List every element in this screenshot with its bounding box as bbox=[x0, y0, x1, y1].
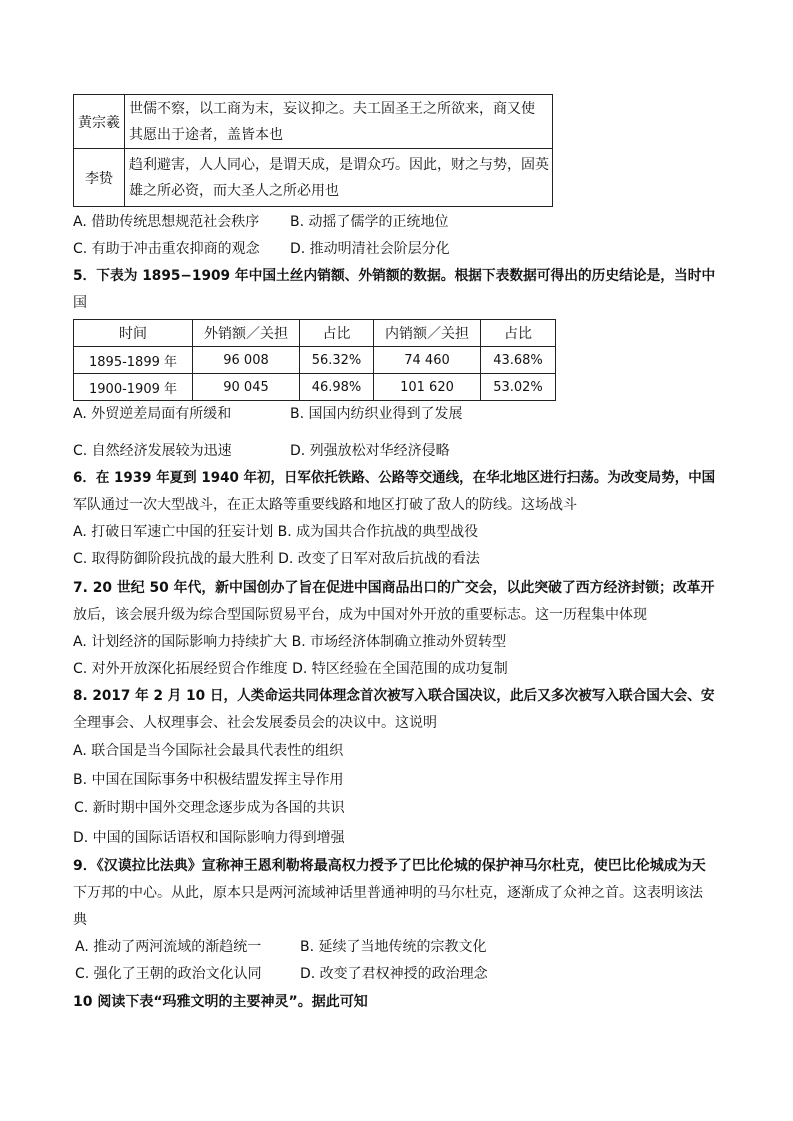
q7-stem-cont: 放后，该会展升级为综合型国际贸易平台，成为中国对外开放的重要标志。这一历程集中体现 bbox=[73, 607, 647, 623]
column-header: 时间 bbox=[74, 320, 193, 347]
table-row bbox=[74, 149, 553, 207]
q9-option-a: A. 推动了两河流域的渐趋统一 bbox=[75, 939, 262, 955]
thinkers-table bbox=[73, 94, 553, 207]
thinker-name: 李贽 bbox=[74, 149, 125, 207]
table-row bbox=[74, 95, 553, 149]
table-cell: 53.02% bbox=[481, 374, 556, 401]
q10-stem: 10 阅读下表“玛雅文明的主要神灵”。据此可知 bbox=[73, 994, 368, 1010]
q8-stem-cont: 全理事会、人权理事会、社会发展委员会的决议中。这说明 bbox=[73, 715, 437, 731]
table-cell: 74 460 bbox=[374, 347, 481, 374]
q4-option-c: C. 有助于冲击重农抑商的观念 bbox=[73, 241, 260, 257]
q7-options-cd: C. 对外开放深化拓展经贸合作维度 D. 特区经验在全国范围的成功复制 bbox=[73, 661, 508, 677]
q6-stem-cont: 军队通过一次大型战斗，在正太路等重要线路和地区打破了敌人的防线。这场战斗 bbox=[73, 497, 577, 513]
q5-option-c: C. 自然经济发展较为迅速 bbox=[73, 443, 232, 459]
q9-option-b: B. 延续了当地传统的宗教文化 bbox=[300, 939, 487, 955]
table-cell: 1900-1909 年 bbox=[74, 374, 193, 401]
q5-stem: 5．下表为 1895−1909 年中国土丝内销额、外销额的数据。根据下表数据可得出的历史结论是，当时中 bbox=[73, 268, 716, 284]
q5-stem-cont: 国 bbox=[73, 295, 87, 311]
q8-option-c: C. 新时期中国外交理念逐步成为各国的共识 bbox=[74, 800, 345, 816]
q6-stem: 6．在 1939 年夏到 1940 年初，日军依托铁路、公路等交通线，在华北地区进行扫荡。为改变局势，中国 bbox=[73, 470, 716, 486]
column-header: 占比 bbox=[300, 320, 374, 347]
q4-option-a: A. 借助传统思想规范社会秩序 bbox=[73, 214, 260, 230]
thinker-name: 黄宗羲 bbox=[74, 95, 125, 149]
q9-stem-cont: 典 bbox=[73, 912, 87, 928]
quote-line: 雄之所必资，而大圣人之所必用也 bbox=[129, 182, 339, 199]
table-cell: 101 620 bbox=[374, 374, 481, 401]
q9-option-c: C. 强化了王朝的政治文化认同 bbox=[75, 966, 262, 982]
table-cell: 1895-1899 年 bbox=[74, 347, 193, 374]
thinker-quote bbox=[125, 95, 553, 149]
column-header: 占比 bbox=[481, 320, 556, 347]
q8-option-b: B. 中国在国际事务中积极结盟发挥主导作用 bbox=[73, 772, 344, 788]
table-header-row bbox=[74, 320, 556, 347]
table-cell: 56.32% bbox=[300, 347, 374, 374]
table-cell: 90 045 bbox=[193, 374, 300, 401]
table-row bbox=[74, 347, 556, 374]
q8-option-d: D. 中国的国际话语权和国际影响力得到增强 bbox=[73, 830, 345, 846]
table-row bbox=[74, 374, 556, 401]
q7-stem: 7. 20 世纪 50 年代，新中国创办了旨在促进中国商品出口的广交会，以此突破了西方经济封锁；改革开 bbox=[73, 580, 715, 596]
q4-option-d: D. 推动明清社会阶层分化 bbox=[290, 241, 450, 257]
table-cell: 46.98% bbox=[300, 374, 374, 401]
q8-stem: 8. 2017 年 2 月 10 日，人类命运共同体理念首次被写入联合国决议，此后又多次被写入联合国大会、安 bbox=[73, 688, 715, 704]
table-cell: 43.68% bbox=[481, 347, 556, 374]
q8-option-a: A. 联合国是当今国际社会最具代表性的组织 bbox=[73, 743, 344, 759]
q9-option-d: D. 改变了君权神授的政治理念 bbox=[300, 966, 488, 982]
q9-stem: 9．《汉谟拉比法典》宣称神王恩利勒将最高权力授予了巴比伦城的保护神马尔杜克，使巴比伦城成为天 bbox=[73, 858, 706, 874]
q7-options-ab: A. 计划经济的国际影响力持续扩大 B. 市场经济体制确立推动外贸转型 bbox=[73, 634, 507, 650]
q6-options-ab: A. 打破日军速亡中国的狂妄计划 B. 成为国共合作抗战的典型战役 bbox=[73, 524, 479, 540]
q5-option-a: A. 外贸逆差局面有所缓和 bbox=[73, 406, 232, 422]
q9-stem-cont: 下万邦的中心。从此，原本只是两河流域神话里普通神明的马尔杜克，逐渐成了众神之首。这表明该法 bbox=[73, 885, 703, 901]
quote-line: 其愿出于途者，盖皆本也 bbox=[129, 126, 283, 143]
table-cell: 96 008 bbox=[193, 347, 300, 374]
quote-line: 世儒不察，以工商为末，妄议抑之。夫工固圣王之所欲来，商又使 bbox=[129, 100, 535, 117]
quote-line: 趋利避害，人人同心，是谓天成，是谓众巧。因此，财之与势，固英 bbox=[129, 156, 549, 173]
q5-option-d: D. 列强放松对华经济侵略 bbox=[290, 443, 450, 459]
column-header: 内销额／关担 bbox=[374, 320, 481, 347]
q4-option-b: B. 动摇了儒学的正统地位 bbox=[290, 214, 449, 230]
thinker-quote bbox=[125, 149, 553, 207]
silk-sales-table bbox=[73, 319, 556, 401]
column-header: 外销额／关担 bbox=[193, 320, 300, 347]
q5-option-b: B. 国国内纺织业得到了发展 bbox=[290, 406, 463, 422]
q6-options-cd: C. 取得防御阶段抗战的最大胜利 D. 改变了日军对敌后抗战的看法 bbox=[73, 551, 480, 567]
